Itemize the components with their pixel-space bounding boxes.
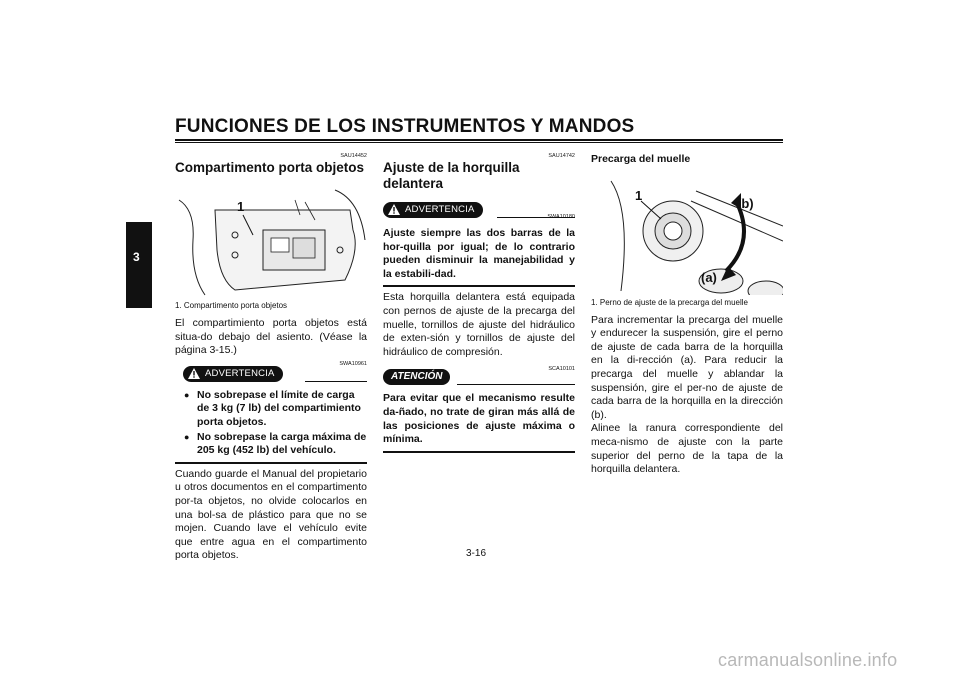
caution-badge: ATENCIÓN	[383, 369, 450, 385]
body-paragraph: Alinee la ranura correspondiente del meca-nismo de ajuste con la parte superior del perno de la tapa de la horquilla delantera.	[591, 422, 783, 476]
watermark: carmanualsonline.info	[718, 650, 898, 670]
figure-caption: 1. Compartimento porta objetos	[175, 301, 288, 310]
warning-list	[183, 389, 367, 458]
figure-callout-b: (b)	[737, 195, 754, 211]
subsection-heading: Precarga del muelle	[591, 153, 691, 165]
caution-header	[383, 366, 575, 386]
warning-badge	[183, 366, 283, 382]
warning-code: SWA10180	[547, 214, 575, 220]
header-rule	[175, 139, 783, 141]
figure-caption: 1. Perno de ajuste de la precarga del muelle	[591, 297, 748, 307]
warning-icon	[188, 368, 200, 379]
caution-code: SCA10101	[548, 366, 575, 373]
column-fork	[383, 153, 575, 457]
preload-figure	[591, 171, 783, 295]
caution-text: Para evitar que el mecanismo resulte da-ñado, no trate de giran más allá de las posiciones de ajuste máxima o mínima.	[383, 392, 575, 446]
warning-label: ADVERTENCIA	[405, 204, 475, 215]
warning-badge	[383, 202, 483, 218]
caution-line	[457, 384, 575, 385]
header-rule-thin	[175, 142, 783, 143]
caution-end-rule	[383, 451, 575, 453]
column-storage	[175, 153, 367, 563]
warning-header	[175, 360, 367, 383]
warning-line	[305, 381, 367, 382]
warning-line	[497, 217, 575, 218]
warning-end-rule	[175, 462, 367, 464]
warning-code: SWA10961	[339, 360, 367, 367]
body-paragraph: Esta horquilla delantera está equipada con pernos de ajuste de la precarga del muelle, tornillos de ajuste del hidráulico de exten-sión y tornillos de ajuste del hidráulico de compresión.	[383, 291, 575, 358]
warning-icon	[388, 204, 400, 215]
figure-callout-1: 1	[237, 199, 245, 214]
warning-text: Ajuste siempre las dos barras de la hor-quilla por igual; de lo contrario pueden disminuir la manejabilidad y la estabili-dad.	[383, 227, 575, 280]
storage-figure	[175, 180, 367, 298]
figure-callout-1: 1	[635, 187, 643, 203]
warning-label: ADVERTENCIA	[205, 367, 275, 379]
preload-illustration	[591, 171, 783, 295]
warning-item: ● No sobrepase el límite de carga de 3 kg (7 lb) del compartimiento porta objetos.	[183, 389, 367, 430]
warning-end-rule	[383, 285, 575, 287]
section-code: SAU14452	[340, 153, 367, 159]
chapter-number: 3	[133, 250, 140, 264]
section-heading: Compartimento porta objetos	[175, 160, 365, 175]
intro-paragraph: El compartimiento porta objetos está situa-do debajo del asiento. (Véase la página 3-15.)	[175, 317, 367, 357]
warning-item: ● No sobrepase la carga máxima de 205 kg (452 lb) del vehículo.	[183, 431, 367, 458]
figure-callout-a: (a)	[701, 269, 717, 285]
warning-header	[383, 202, 575, 219]
section-heading: Ajuste de la horquilla delantera	[383, 160, 520, 191]
body-paragraph: Cuando guarde el Manual del propietario u otros documentos en el compartimento por-ta objetos, no olvide colocarlos en una bol-sa de plástico para que no se mojen. Cuando lave el vehículo evite que entre agua en el compartimento porta objetos.	[175, 467, 367, 562]
page-number: 3-16	[466, 548, 487, 559]
page-title: FUNCIONES DE LOS INSTRUMENTOS Y MANDOS	[175, 116, 635, 137]
storage-illustration	[175, 180, 367, 298]
chapter-tab	[126, 222, 152, 308]
column-preload	[591, 153, 783, 477]
body-paragraph: Para incrementar la precarga del muelle y endurecer la suspensión, gire el perno de ajuste de cada barra de la horquilla en la di-rección (a). Para reducir la precarga del muelle y ablandar la suspensión, gire el per-no de ajuste de cada barra de la horquilla en la dirección (b).	[591, 313, 783, 421]
section-code: SAU14742	[548, 153, 575, 159]
